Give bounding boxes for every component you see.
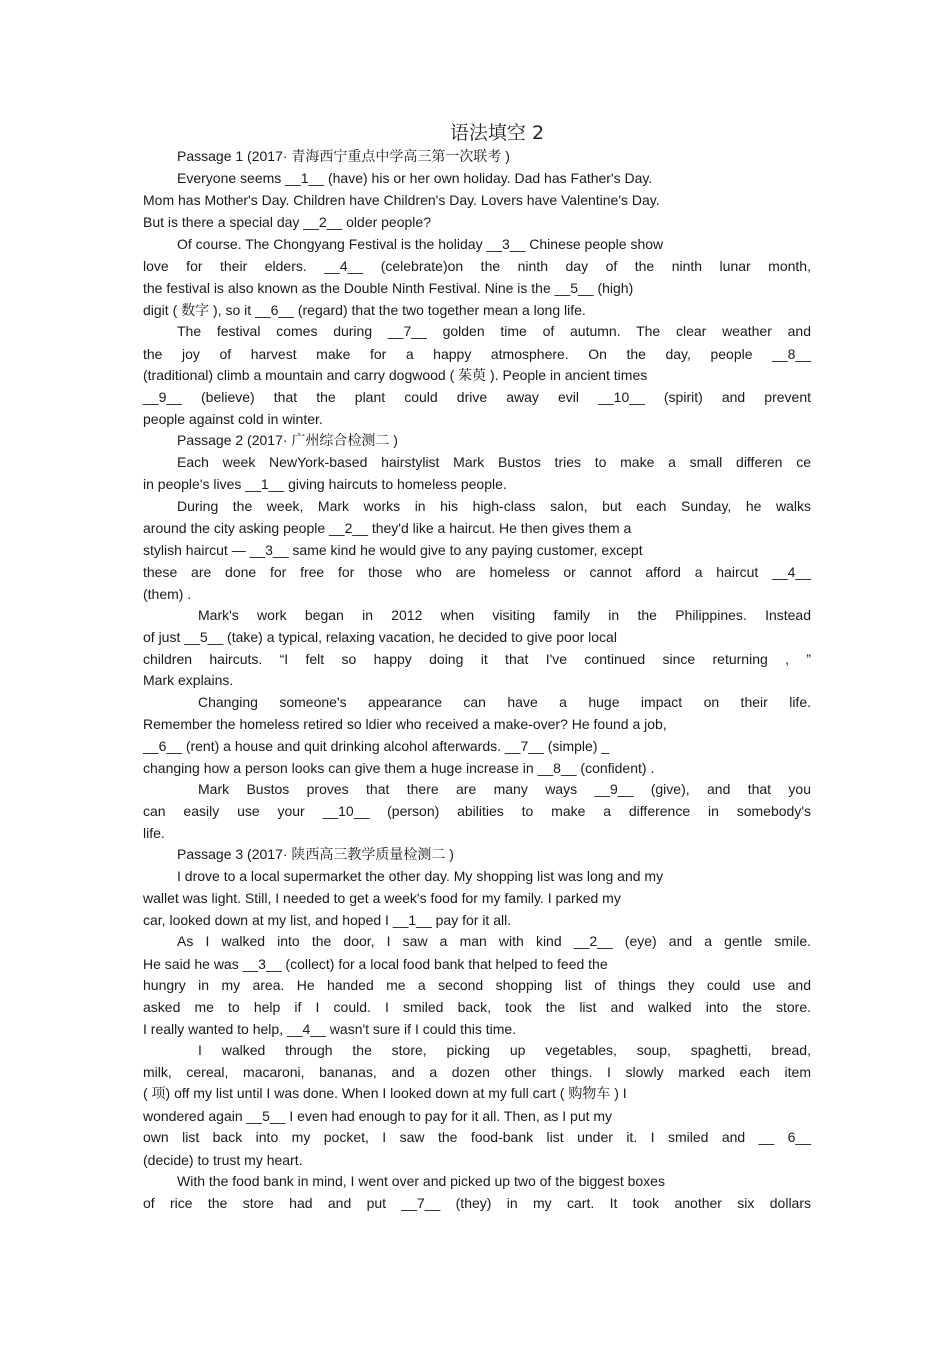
text-line: these are done for free for those who are homeless or cannot afford a haircut __4__ — [143, 564, 811, 580]
document-title: 语法填空 2 — [449, 122, 545, 144]
text-line: The festival comes during __7__ golden time of autumn. The clear weather and — [177, 323, 811, 339]
text-line: hungry in my area. He handed me a second shopping list of things they could use and — [143, 977, 811, 993]
text-line: Mark's work began in 2012 when visiting family in the Philippines. Instead — [198, 607, 811, 623]
text-line: __6__ (rent) a house and quit drinking alcohol afterwards. __7__ (simple) _ — [143, 738, 610, 754]
text-line: During the week, Mark works in his high-class salon, but each Sunday, he walks — [177, 498, 811, 514]
text-line: Passage 3 (2017· 陕西高三教学质量检测二 ) — [177, 846, 454, 862]
text-line: wondered again __5__ I even had enough to pay for it all. Then, as I put my — [143, 1108, 613, 1124]
text-line: asked me to help if I could. I smiled back, took the list and walked into the store. — [143, 999, 811, 1015]
text-line: stylish haircut — __3__ same kind he would give to any paying customer, except — [143, 542, 643, 558]
text-line: Of course. The Chongyang Festival is the holiday __3__ Chinese people show — [177, 236, 664, 252]
text-line: I walked through the store, picking up vegetables, soup, spaghetti, bread, — [198, 1042, 811, 1058]
text-line: (them) . — [143, 586, 192, 602]
text-line: Changing someone's appearance can have a huge impact on their life. — [198, 694, 811, 710]
text-line: Mark explains. — [143, 672, 234, 688]
text-line: the festival is also known as the Double Ninth Festival. Nine is the __5__ (high) — [143, 280, 634, 296]
text-line: children haircuts. “I felt so happy doing it that I've continued since returning , ” — [143, 651, 811, 667]
text-line: of just __5__ (take) a typical, relaxing vacation, he decided to give poor local — [143, 629, 617, 645]
text-line: life. — [143, 825, 165, 841]
text-line: (decide) to trust my heart. — [143, 1152, 303, 1168]
text-line: Everyone seems __1__ (have) his or her own holiday. Dad has Father's Day. — [177, 170, 653, 186]
text-line: wallet was light. Still, I needed to get a week's food for my family. I parked my — [143, 890, 621, 906]
text-line: Remember the homeless retired so ldier who received a make-over? He found a job, — [143, 716, 667, 732]
text-line: in people's lives __1__ giving haircuts to homeless people. — [143, 476, 507, 492]
text-line: Passage 1 (2017· 青海西宁重点中学高三第一次联考 ) — [177, 148, 510, 164]
text-line: But is there a special day __2__ older people? — [143, 214, 431, 230]
text-line: With the food bank in mind, I went over and picked up two of the biggest boxes — [177, 1173, 665, 1189]
text-line: around the city asking people __2__ they'd like a haircut. He then gives them a — [143, 520, 632, 536]
text-line: As I walked into the door, I saw a man with kind __2__ (eye) and a gentle smile. — [177, 933, 811, 949]
text-line: __9__ (believe) that the plant could drive away evil __10__ (spirit) and prevent — [143, 389, 811, 405]
text-line: Mom has Mother's Day. Children have Children's Day. Lovers have Valentine's Day. — [143, 192, 660, 208]
text-line: I drove to a local supermarket the other day. My shopping list was long and my — [177, 868, 664, 884]
text-line: ( 项) off my list until I was done. When I looked down at my full cart ( 购物车 ) I — [143, 1085, 627, 1101]
text-line: of rice the store had and put __7__ (they) in my cart. It took another six dollars — [143, 1195, 811, 1211]
text-line: the joy of harvest make for a happy atmosphere. On the day, people __8__ — [143, 346, 811, 362]
text-line: people against cold in winter. — [143, 411, 323, 427]
text-line: I really wanted to help, __4__ wasn't sure if I could this time. — [143, 1021, 517, 1037]
text-line: Mark Bustos proves that there are many ways __9__ (give), and that you — [198, 781, 811, 797]
text-line: He said he was __3__ (collect) for a local food bank that helped to feed the — [143, 956, 608, 972]
text-line: Passage 2 (2017· 广州综合检测二 ) — [177, 432, 398, 448]
text-line: Each week NewYork-based hairstylist Mark Bustos tries to make a small differen ce — [177, 454, 811, 470]
text-line: milk, cereal, macaroni, bananas, and a dozen other things. I slowly marked each item — [143, 1064, 811, 1080]
text-line: love for their elders. __4__ (celebrate)on the ninth day of the ninth lunar month, — [143, 258, 811, 274]
text-line: own list back into my pocket, I saw the food-bank list under it. I smiled and __ 6__ — [143, 1129, 811, 1145]
text-line: can easily use your __10__ (person) abilities to make a difference in somebody's — [143, 803, 811, 819]
text-line: digit ( 数字 ), so it __6__ (regard) that the two together mean a long life. — [143, 302, 586, 318]
text-line: (traditional) climb a mountain and carry dogwood ( 茱萸 ). People in ancient times — [143, 367, 648, 383]
text-line: changing how a person looks can give them a huge increase in __8__ (confident) . — [143, 760, 655, 776]
text-line: car, looked down at my list, and hoped I __1__ pay for it all. — [143, 912, 512, 928]
